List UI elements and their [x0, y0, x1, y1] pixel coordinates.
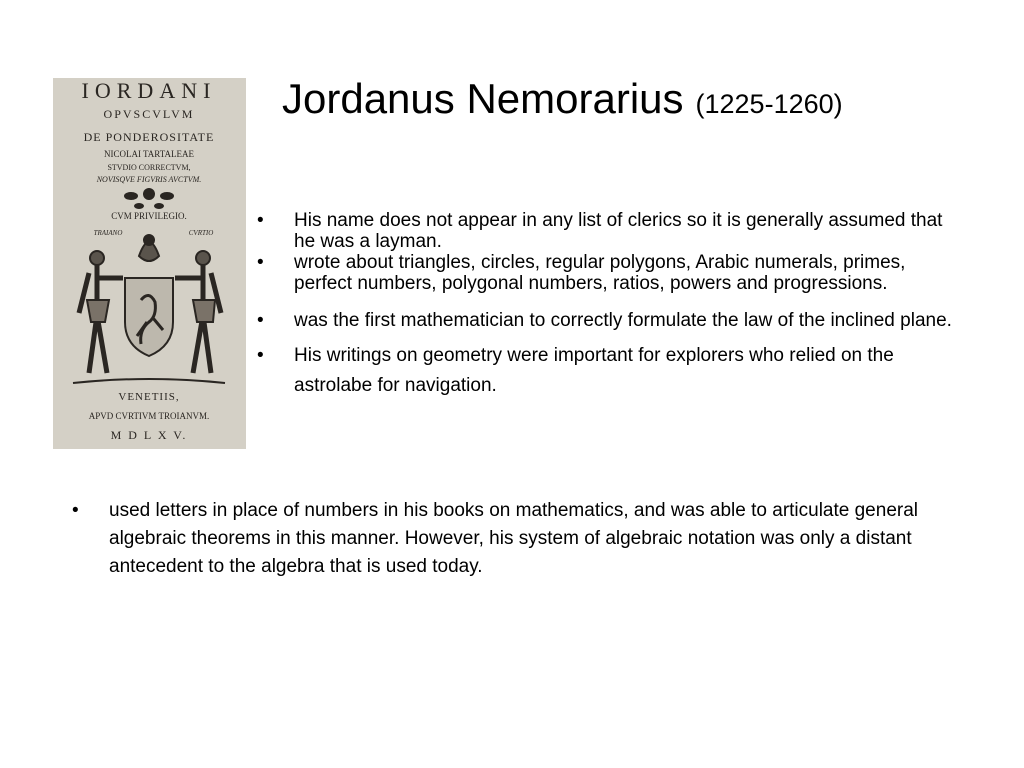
bullet-icon: • [257, 345, 264, 366]
bottom-bullet-list [72, 497, 952, 581]
image-line-correctum: STVDIO CORRECTVM, [107, 163, 191, 172]
list-item [72, 497, 952, 581]
title-name: Jordanus Nemorarius [282, 75, 684, 122]
image-line-curtio: CVRTIO [188, 229, 214, 237]
image-line-opusculum: OPVSCVLVM [103, 107, 195, 121]
image-line-date: M D L X V. [110, 428, 188, 442]
list-item [257, 310, 957, 331]
bullet-icon: • [257, 252, 264, 273]
bullet-icon: • [257, 210, 264, 231]
image-line-traiano: TRAIANO [93, 229, 123, 237]
bullet-text: His writings on geometry were important for explorers who relied on the astrolabe for navigation. [294, 345, 894, 396]
bullet-text: wrote about triangles, circles, regular polygons, Arabic numerals, primes, perfect numbers, polygonal numbers, ratios, powers and progressions. [294, 252, 906, 294]
image-line-apud: APVD CVRTIVM TROIANVM. [88, 411, 210, 421]
top-bullet-list [257, 210, 957, 401]
image-line-figuris: NOVISQVE FIGVRIS AVCTVM. [96, 175, 202, 184]
bullet-text: was the first mathematician to correctly formulate the law of the inclined plane. [294, 310, 952, 331]
image-line-venetiis: VENETIIS, [118, 391, 180, 403]
image-line-de-ponderositate: DE PONDEROSITATE [83, 130, 215, 144]
title-years: (1225-1260) [695, 89, 843, 119]
bullet-icon: • [257, 310, 264, 331]
bullet-text: His name does not appear in any list of clerics so it is generally assumed that he was a layman. [294, 210, 943, 252]
slide-title [282, 75, 843, 122]
list-item [257, 252, 957, 294]
image-line-privilegio: CVM PRIVILEGIO. [111, 211, 187, 221]
bullet-icon: • [72, 500, 79, 521]
book-title-page-image [53, 78, 246, 449]
bullet-text: used letters in place of numbers in his books on mathematics, and was able to articulate general algebraic theorems in this manner. However, his system of algebraic notation was only a distant antecedent to the algebra that is used today. [109, 500, 919, 577]
list-item [257, 341, 957, 401]
list-item [257, 210, 957, 252]
image-line-iordani: IORDANI [81, 78, 217, 103]
image-line-tartaleae: NICOLAI TARTALEAE [103, 149, 195, 159]
